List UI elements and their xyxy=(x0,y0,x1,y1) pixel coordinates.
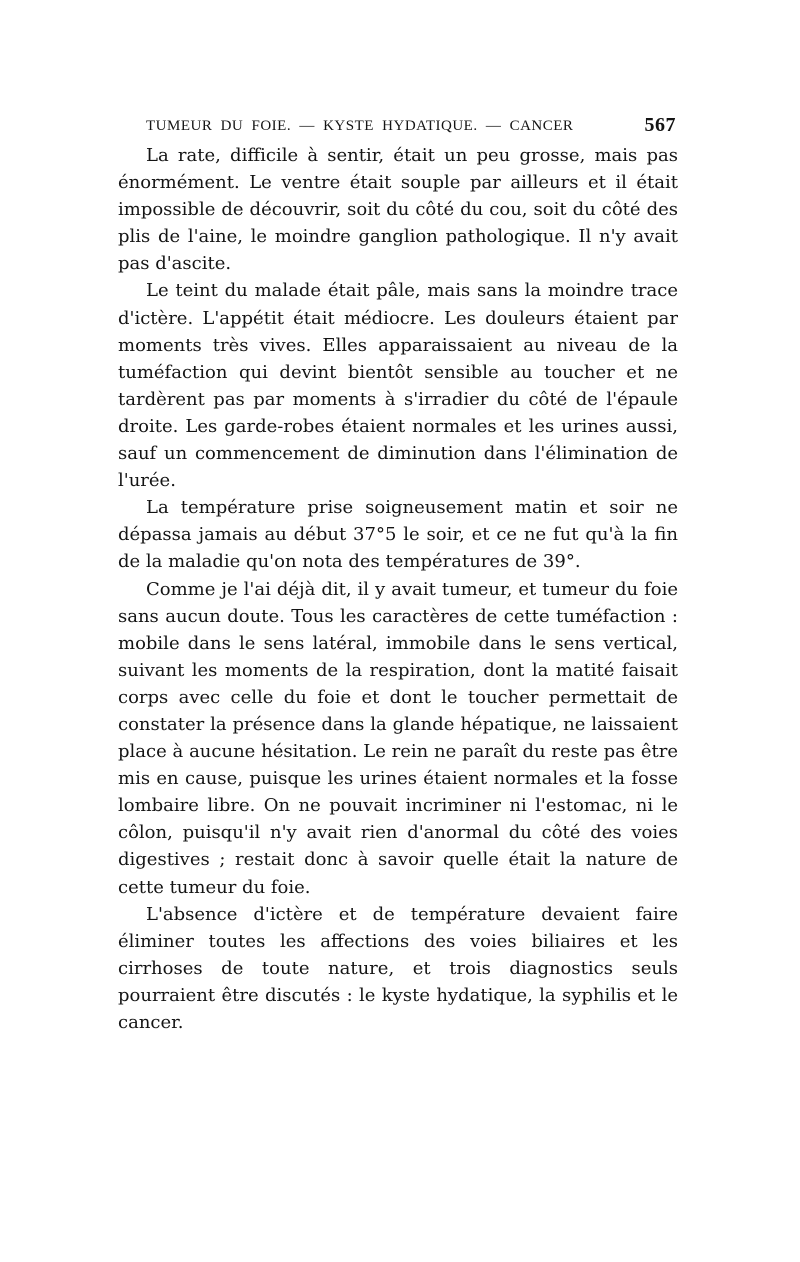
page-number: 567 xyxy=(644,114,676,136)
paragraph-diagnosis: L'absence d'ictère et de température devaient faire éliminer toutes les affections des voies biliaires et les cirrhoses de toute nature, et trois diagnostics seuls pourraient être discutés : le kyste hydatique, la syphilis et le cancer. xyxy=(118,903,678,1033)
paragraph-tumor: Comme je l'ai déjà dit, il y avait tumeur, et tumeur du foie sans aucun doute. Tous les caractères de cette tuméfaction : mobile dans le sens latéral, immobile dans le sens vertical, suivant les moments de la respiration, dont la matité faisait corps avec celle du foie et dont le toucher permettait de constater la présence dans la glande hépatique, ne laissaient place à aucune hésitation. Le rein ne paraît du reste pas être mis en cause, puisque les urines étaient normales et la fosse lombaire libre. On ne pouvait incriminer ni l'estomac, ni le côlon, puisqu'il n'y avait rien d'anormal du côté des voies digestives ; restait donc à savoir quelle était la nature de cette tumeur du foie. xyxy=(118,578,678,898)
book-page xyxy=(118,112,678,1036)
running-head xyxy=(118,112,678,140)
paragraph-complexion: Le teint du malade était pâle, mais sans la moindre trace d'ictère. L'appétit était médiocre. Les douleurs étaient par moments très vives. Elles apparaissaient au niveau de la tuméfaction qui devint bientôt sensible au toucher et ne tardèrent pas par moments à s'irradier du côté de l'épaule droite. Les garde-robes étaient normales et les urines aussi, sauf un commencement de diminution dans l'élimination de l'urée. xyxy=(118,280,678,492)
paragraph-temperature: La température prise soigneusement matin et soir ne dépassa jamais au début 37°5 le soir, et ce ne fut qu'à la fin de la maladie qu'on nota des températures de 39°. xyxy=(118,497,678,573)
running-title: TUMEUR DU FOIE. — KYSTE HYDATIQUE. — CANCER xyxy=(146,118,574,134)
paragraph-spleen: La rate, difficile à sentir, était un peu grosse, mais pas énormément. Le ventre était souple par ailleurs et il était impossible de découvrir, soit du côté du cou, soit du côté des plis de l'aine, le moindre ganglion pathologique. Il n'y avait pas d'ascite. xyxy=(118,145,678,275)
body-text xyxy=(118,142,678,1036)
